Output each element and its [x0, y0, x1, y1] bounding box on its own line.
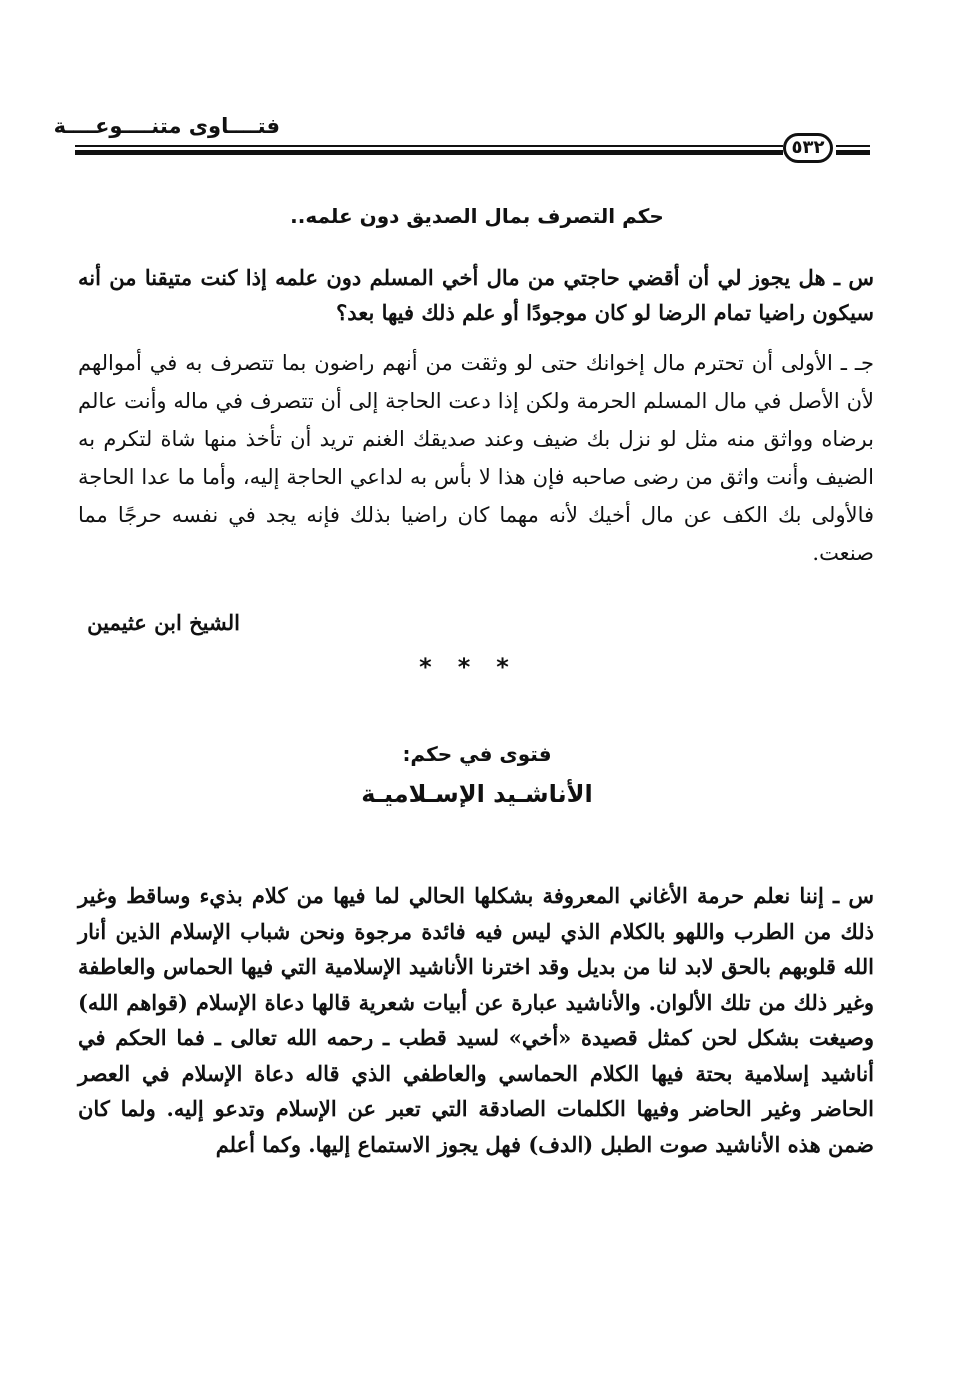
question-paragraph-2: س ـ إننا نعلم حرمة الأغاني المعروفة بشكلها الحالي لما فيها من كلام بذيء وساقط وغير ذلك من الطرب واللهو بالكلام الذي ليس فيه فائدة مرجوة ونحن شباب الإسلام الذين أنار الله قلوبهم بالحق لابد لنا من بديل وقد اخترنا الأناشيد الإسلامية التي فيها الحماس والعاطفة وغير ذلك من تلك الألوان. والأناشيد عبارة عن أبيات شعرية قالها دعاة الإسلام (قواهم الله) وصيغت بشكل لحن كمثل قصيدة «أخي» لسيد قطب ـ رحمه الله تعالى ـ فما الحكم في أناشيد إسلامية بحتة فيها الكلام الحماسي والعاطفي الذي قاله دعاة الإسلام في العصر الحاضر وغير الحاضر وفيها الكلمات الصادقة التي تعبر عن الإسلام وتدعو إليه. ولما كان ضمن هذه الأناشيد صوت الطبل (الدف) فهل يجوز الاستماع إليها. وكما أعلم — [78, 883, 874, 1157]
question-paragraph: س ـ هل يجوز لي أن أقضي حاجتي من مال أخي المسلم دون علمه إذا كنت متيقنا من أنه سيكون راضيا تمام الرضا لو كان موجودًا أو علم ذلك فيها بعد؟ — [78, 265, 874, 325]
page-number: ٥٣٢ — [783, 133, 833, 163]
separator-stars: *** — [419, 653, 535, 681]
running-title: فتــــاوى متنــــوعــــة — [53, 114, 280, 138]
header-rule — [75, 145, 783, 155]
fatwa-title-line1: فتوى في حكم: — [402, 742, 552, 766]
signature: الشيخ ابن عثيمين — [87, 610, 240, 635]
fatwa-title-line2: الأناشـيد الإسـلاميـة — [361, 780, 593, 808]
section-title: حكم التصرف بمال الصديق دون علمه.. — [290, 204, 664, 228]
answer-paragraph: جـ ـ الأولى أن تحترم مال إخوانك حتى لو وثقت من أنهم راضون بما تتصرف به في أموالهم لأن الأصل في مال المسلم الحرمة ولكن إذا دعت الحاجة إلى أن تتصرف في ماله وأنت عالم برضاه وواثق منه مثل لو نزل بك ضيف وعند صديقك الغنم تريد أن تأخذ منها شاة لتكرم به الضيف وأنت واثق من رضى صاحبه فإن هذا لا بأس به لداعي الحاجة إليه، وأما ما عدا الحاجة فالأولى بك الكف عن مال أخيك لأنه مهما كان راضيا بذلك فإنه يجد في نفسه حرجًا مما صنعت. — [78, 351, 874, 565]
header-rule-end — [836, 145, 870, 155]
